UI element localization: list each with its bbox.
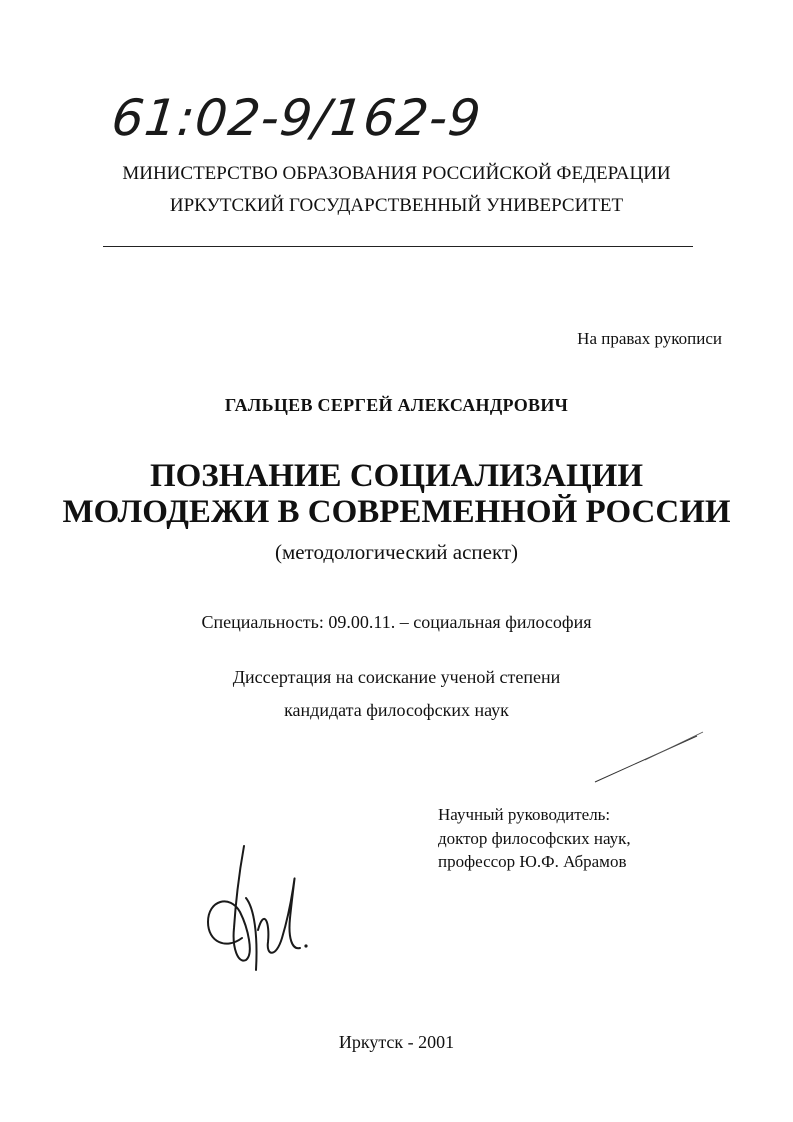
handwritten-signature (196, 838, 316, 978)
supervisor-name: профессор Ю.Ф. Абрамов (438, 852, 627, 871)
specialty: Специальность: 09.00.11. – социальная философия (201, 612, 592, 632)
subtitle: (методологический аспект) (274, 540, 519, 564)
city: Иркутск (338, 1032, 404, 1052)
dissertation-line-2: кандидата философских наук (284, 700, 509, 720)
city-year-separator: - (403, 1032, 419, 1052)
university-name: ИРКУТСКИЙ ГОСУДАРСТВЕННЫЙ УНИВЕРСИТЕТ (169, 195, 624, 216)
year: 2001 (418, 1032, 455, 1052)
supervisor-label: Научный руководитель: (438, 805, 611, 824)
ministry-name: МИНИСТЕРСТВО ОБРАЗОВАНИЯ РОССИЙСКОЙ ФЕДЕРАЦИИ (122, 163, 671, 184)
supervisor-block (438, 803, 758, 874)
title-line-2: МОЛОДЕЖИ В СОВРЕМЕННОЙ РОССИИ (62, 494, 731, 530)
header-divider (103, 246, 693, 247)
author-name: ГАЛЬЦЕВ СЕРГЕЙ АЛЕКСАНДРОВИЧ (224, 395, 569, 415)
dissertation-line-1: Диссертация на соискание ученой степени (232, 667, 561, 687)
archive-number-text: 61:02-9/162-9 (108, 89, 485, 147)
supervisor-degree: доктор философских наук, (438, 828, 631, 848)
handwritten-archive-number (108, 88, 532, 168)
rights-note: На правах рукописи (577, 329, 722, 348)
title-line-1: ПОЗНАНИЕ СОЦИАЛИЗАЦИИ (149, 458, 644, 494)
city-year (0, 1030, 793, 1054)
pen-mark (585, 730, 705, 790)
